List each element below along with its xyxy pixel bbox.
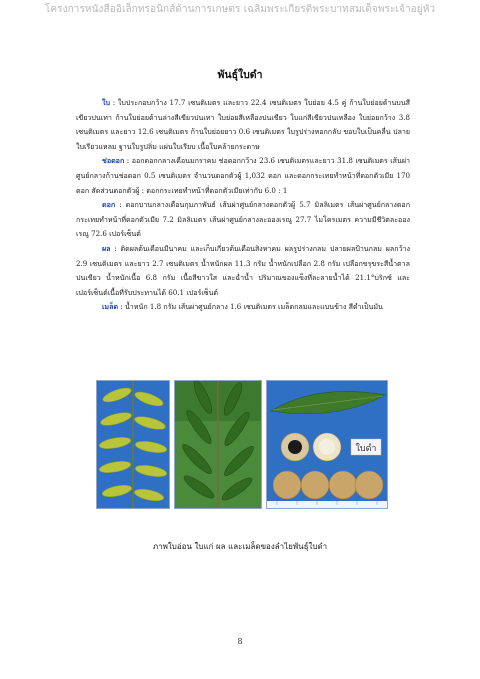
section-label: ใบ [102, 98, 110, 107]
section-inflorescence [76, 154, 410, 198]
photo-caption: ภาพใบอ่อน ใบแก่ ผล และเมล็ดของลำไยพันธุ์ใบดำ [152, 542, 328, 551]
photo-strip [96, 380, 386, 507]
section-text: : ออกดอกกลางเดือนมกราคม ช่อดอกกว้าง 23.6 เซนติเมตรและยาว 31.8 เซนติเมตร เส้นผ่าศูนย์กลางก้านช่อดอก 0.5 เซนติเมตร จำนวนดอกตัวผู้ 1,032 ดอก และดอกกระเทยทำหน้าที่ดอกตัวเมีย 170 ดอก สัดส่วนดอกตัวผู้ : ดอกกระเทยทำหน้าที่ดอกตัวเมียเท่ากับ 6.0 : 1 [76, 156, 410, 195]
description-body [76, 96, 410, 315]
section-flower [76, 198, 410, 242]
section-text: : ใบประกอบกว้าง 17.7 เซนติเมตร และยาว 22.4 เซนติเมตร ใบย่อย 4.5 คู่ ก้านใบย่อยด้านบนสีเขียวปนเทา ก้านใบย่อยด้านล่างสีเขียวปนเทา ใบย่อยสีเหลืองปนเขียว ใบแก่สีเขียวปนเหลือง ใบย่อยกว้าง 3.8 เซนติเมตร และยาว 12.6 เซนติเมตร ก้านใบย่อยยาว 0.6 เซนติเมตร ใบรูปร่างหอกกลับ ขอบใบเป็นคลื่น ปลายใบเรียวแหลม ฐานใบรูปลิ่ม แผ่นใบเรียบ เนื้อใบคล้ายกระดาษ [76, 98, 410, 151]
section-fruit [76, 242, 410, 300]
section-text: : ติดผลต้นเดือนมีนาคม และเก็บเกี่ยวต้นเดือนสิงหาคม ผลรูปร่างกลม ปลายผลป้านกลม ผลกว้าง 2.9 เซนติเมตร และยาว 2.7 เซนติเมตร น้ำหนักผล 11.3 กรัม น้ำหนักเปลือก 2.8 กรัม เปลือกขรุขระสีน้ำตาลปนเขียว น้ำหนักเนื้อ 6.8 กรัม เนื้อสีขาวใส และฉ่ำน้ำ ปริมาณของแข็งที่ละลายน้ำได้ 21.1°บริกซ์ และเปอร์เซ็นต์เนื้อที่รับประทานได้ 60.1 เปอร์เซ็นต์ [76, 243, 410, 297]
section-label: ผล [102, 243, 111, 253]
page-number: 8 [237, 637, 243, 646]
photo-label: ใบดำ [355, 444, 377, 454]
section-seed [76, 300, 410, 315]
running-header: โครงการหนังสืออิเล็กทรอนิกส์ด้านการเกษตร เฉลิมพระเกียรติพระบาทสมเด็จพระเจ้าอยู่หัว [44, 4, 436, 15]
section-leaf [76, 96, 410, 154]
section-label: ดอก [102, 200, 116, 210]
section-label: เมล็ด [102, 302, 119, 312]
fruit-seed-photo [266, 380, 388, 509]
section-text: : ดอกบานกลางเดือนกุมภาพันธ์ เส้นผ่าศูนย์กลางดอกตัวผู้ 5.7 มิลลิเมตร เส้นผ่าศูนย์กลางดอกกระเทยทำหน้าที่ดอกตัวเมีย 7.2 มิลลิเมตร เส้นผ่าศูนย์กลางละอองเรณู 27.7 ไมโครเมตร ความมีชีวิตละอองเรณู 72.6 เปอร์เซ็นต์ [76, 200, 410, 239]
section-label: ช่อดอก [102, 156, 125, 166]
page-title: พันธุ์ใบดำ [217, 69, 263, 81]
section-text: : น้ำหนัก 1.8 กรัม เส้นผ่าศูนย์กลาง 1.6 เซนติเมตร เมล็ดกลมและแบนข้าง สีดำเป็นมัน [118, 302, 383, 312]
young-leaf-photo [96, 380, 170, 509]
mature-leaf-photo [174, 380, 262, 509]
